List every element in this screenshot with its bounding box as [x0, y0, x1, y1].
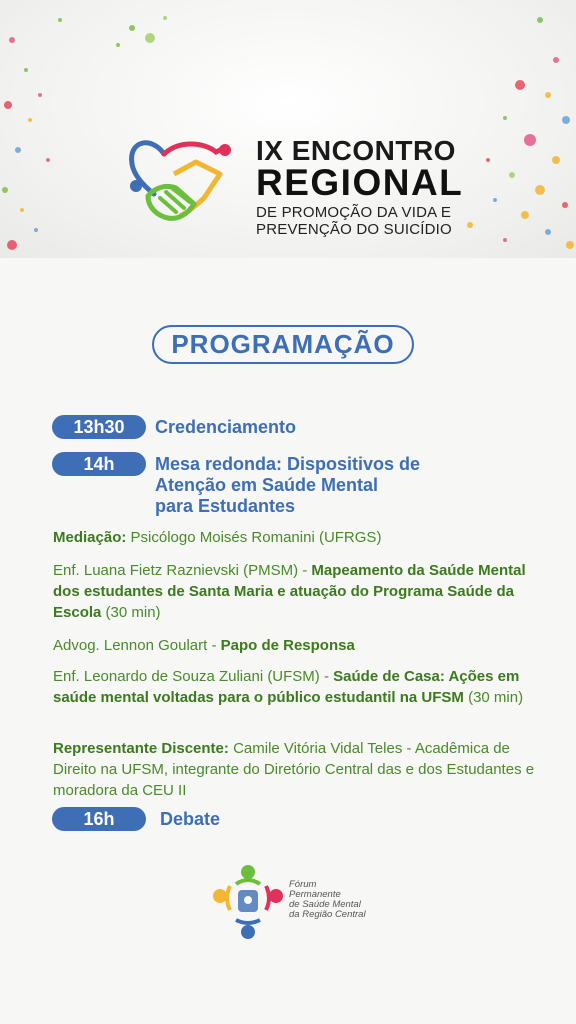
- session-title-line: para Estudantes: [155, 496, 296, 516]
- representative-label: Representante Discente:: [53, 740, 229, 757]
- forum-people-circle-icon: [208, 862, 288, 942]
- event-subtitle-line1: DE PROMOÇÃO DA VIDA E: [256, 204, 452, 221]
- forum-name-line: Permanente: [289, 889, 341, 900]
- event-title-line2: REGIONAL: [256, 162, 464, 203]
- talk2-speaker: Advog. Lennon Goulart -: [53, 637, 221, 654]
- time-badge-16h: 16h: [52, 807, 146, 831]
- representative-paragraph: [53, 738, 553, 801]
- talk1-title: Mapeamento da Saúde Mental dos estudantes de Santa Maria e atuação do Programa Saúde da Escola: [53, 562, 526, 621]
- mediacao-paragraph: [53, 527, 553, 548]
- forum-name-line: de Saúde Mental: [289, 899, 361, 910]
- representative-text: Camile Vitória Vidal Teles - Acadêmica de Direito na UFSM, integrante do Diretório Central das e dos Estudantes e moradora da CEU II: [53, 740, 535, 799]
- session-title-mesa-redonda: [155, 454, 420, 517]
- forum-org-name: [289, 880, 366, 920]
- talk3-paragraph: [53, 666, 553, 708]
- talk1-paragraph: [53, 560, 553, 623]
- talk1-speaker: Enf. Luana Fietz Raznievski (PMSM) -: [53, 562, 312, 579]
- talk3-title: Saúde de Casa: Ações em saúde mental voltadas para o público estudantil na UFSM: [53, 668, 520, 706]
- talk2-paragraph: [53, 635, 553, 656]
- forum-name-line: Fórum: [289, 879, 317, 890]
- time-badge-14h: 14h: [52, 452, 146, 476]
- session-title-line: Atenção em Saúde Mental: [155, 475, 379, 495]
- talk3-speaker: Enf. Leonardo de Souza Zuliani (UFSM) -: [53, 668, 334, 685]
- heart-handshake-icon: [124, 134, 242, 234]
- forum-name-line: da Região Central: [289, 909, 366, 920]
- programacao-heading: PROGRAMAÇÃO: [152, 325, 414, 364]
- session-title-credenciamento: Credenciamento: [155, 417, 297, 437]
- header-banner: [0, 0, 576, 258]
- time-badge-1330: 13h30: [52, 415, 146, 439]
- mediacao-text: Psicólogo Moisés Romanini (UFRGS): [126, 529, 382, 546]
- talk2-title: Papo de Responsa: [220, 637, 355, 654]
- event-subtitle-line2: PREVENÇÃO DO SUICÍDIO: [256, 221, 452, 238]
- session-title-line: Mesa redonda: Dispositivos de: [155, 454, 421, 474]
- talk3-duration: (30 min): [463, 689, 524, 706]
- session-title-debate: Debate: [160, 809, 221, 829]
- event-title-line1: IX ENCONTRO: [256, 135, 456, 166]
- talk1-duration: (30 min): [101, 604, 161, 621]
- mediacao-label: Mediação:: [53, 529, 127, 546]
